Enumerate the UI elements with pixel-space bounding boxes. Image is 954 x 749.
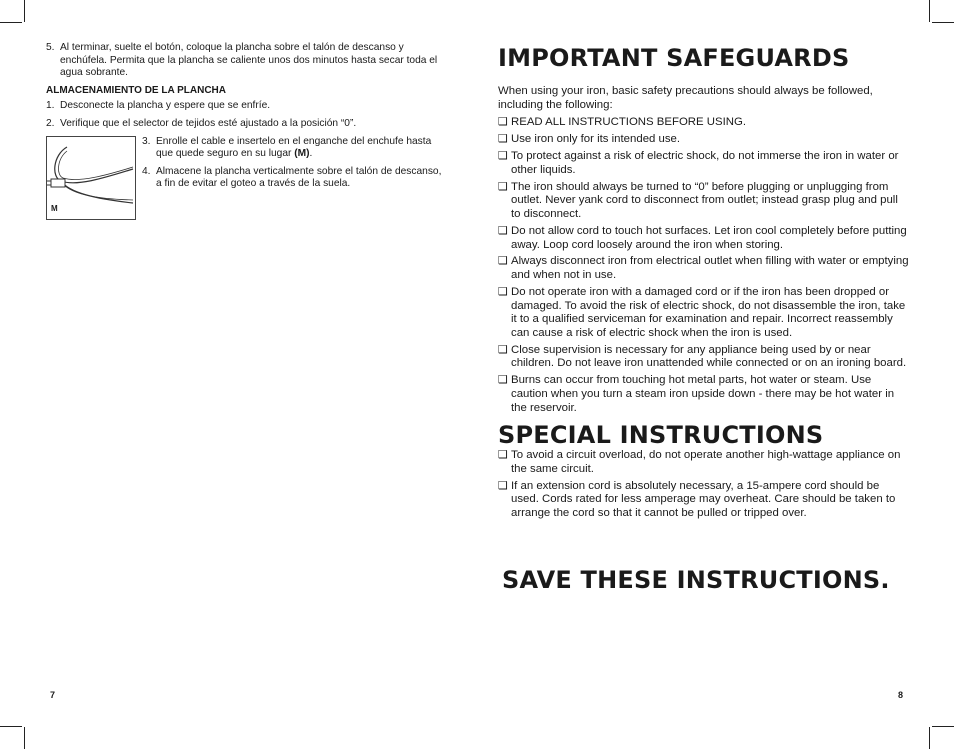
save-instructions-title: SAVE THESE INSTRUCTIONS. <box>502 566 890 594</box>
checkbox-icon: ❑ <box>498 150 508 163</box>
special-instructions-title: SPECIAL INSTRUCTIONS <box>498 421 824 450</box>
figure-label: M <box>51 203 58 213</box>
step-number: 3. <box>142 135 151 147</box>
list-item-text: Always disconnect iron from electrical outlet when filling with water or emptying and when not in use. <box>511 255 909 282</box>
storage-step-4 <box>142 166 442 191</box>
crop-mark <box>24 727 25 749</box>
crop-mark <box>932 726 954 727</box>
list-item-text: Burns can occur from touching hot metal parts, hot water or steam. Use caution when you turn a steam iron upside down - there may be hot water in the reservoir. <box>511 374 895 414</box>
list-item <box>498 150 910 177</box>
list-item-text: Close supervision is necessary for any appliance being used by or near children. Do not leave iron unattended while connected or on an ironing board. <box>511 343 907 370</box>
checkbox-icon: ❑ <box>498 479 508 492</box>
list-item <box>498 344 910 371</box>
checkbox-icon: ❑ <box>498 449 508 462</box>
crop-mark <box>0 726 22 727</box>
list-item-text: READ ALL INSTRUCTIONS BEFORE USING. <box>511 116 747 129</box>
safeguards-list <box>498 116 910 415</box>
crop-mark <box>929 0 930 22</box>
page-number-left: 7 <box>50 690 56 700</box>
important-safeguards-title: IMPORTANT SAFEGUARDS <box>498 44 850 72</box>
checkbox-icon: ❑ <box>498 255 508 268</box>
list-item <box>498 116 910 130</box>
list-item <box>498 181 910 222</box>
list-item-text: If an extension cord is absolutely necessary, a 15-ampere cord should be used. Cords rated for less amperage may overheat. Care should be taken to arrange the cord so that it cannot be pulled or tripped over. <box>511 479 896 519</box>
checkbox-icon: ❑ <box>498 286 508 299</box>
crop-mark <box>932 22 954 23</box>
iron-cord-illustration <box>47 137 135 219</box>
step-text: Verifique que el selector de tejidos esté ajustado a la posición “0”. <box>60 117 357 129</box>
checkbox-icon: ❑ <box>498 116 508 129</box>
storage-heading: ALMACENAMIENTO DE LA PLANCHA <box>46 84 226 96</box>
crop-mark <box>929 727 930 749</box>
storage-step-1 <box>46 100 446 113</box>
list-item-text: Use iron only for its intended use. <box>511 133 681 146</box>
page-number-right: 8 <box>898 690 904 700</box>
list-item <box>498 480 910 521</box>
intro-text: When using your iron, basic safety precautions should always be followed, including the following: <box>498 85 873 111</box>
step-text: Al terminar, suelte el botón, coloque la plancha sobre el talón de descanso y enchúfela. Permita que la plancha se caliente unos dos minutos hasta secar toda el agua sobrante. <box>60 42 438 79</box>
list-item <box>498 255 910 282</box>
step-text <box>156 136 442 161</box>
list-item-text: To avoid a circuit overload, do not operate another high-wattage appliance on the same circuit. <box>511 449 901 475</box>
list-item-text: The iron should always be turned to “0” before plugging or unplugging from outlet. Never yank cord to disconnect from outlet; instead grasp plug and pull to disconnect. <box>511 180 898 220</box>
list-item <box>498 225 910 252</box>
checkbox-icon: ❑ <box>498 374 508 387</box>
instruction-step-5 <box>46 42 446 80</box>
special-instructions-list <box>498 449 910 520</box>
right-page <box>498 44 910 524</box>
crop-mark <box>0 22 22 23</box>
list-item <box>498 449 910 476</box>
list-item <box>498 286 910 340</box>
checkbox-icon: ❑ <box>498 180 508 193</box>
storage-step-2 <box>46 118 446 131</box>
list-item-text: To protect against a risk of electric shock, do not immerse the iron in water or other liquids. <box>511 150 899 176</box>
figure-reference: (M) <box>294 148 310 160</box>
list-item <box>498 374 910 415</box>
storage-step-3 <box>142 136 442 161</box>
step-number: 4. <box>142 165 151 177</box>
list-item-text: Do not allow cord to touch hot surfaces. Let iron cool completely before putting away. Loop cord loosely around the iron when storing. <box>511 224 907 251</box>
figure-row <box>46 136 446 220</box>
list-item <box>498 133 910 147</box>
step-text: Almacene la plancha verticalmente sobre el talón de descanso, a fin de evitar el goteo a través de la suela. <box>156 165 442 190</box>
checkbox-icon: ❑ <box>498 343 508 356</box>
step-text-tail: . <box>309 148 313 160</box>
step-text-main: Enrolle el cable e insertelo en el enganche del enchufe hasta que quede seguro en su lugar <box>156 135 432 160</box>
checkbox-icon: ❑ <box>498 133 508 146</box>
left-page <box>46 42 446 220</box>
crop-mark <box>24 0 25 22</box>
checkbox-icon: ❑ <box>498 224 508 237</box>
figure-text <box>142 136 442 196</box>
step-number: 5. <box>46 42 55 53</box>
step-number: 2. <box>46 117 55 129</box>
cord-storage-figure <box>46 136 136 220</box>
step-number: 1. <box>46 100 55 112</box>
step-text: Desconecte la plancha y espere que se enfríe. <box>60 100 271 112</box>
list-item-text: Do not operate iron with a damaged cord or if the iron has been dropped or damaged. To avoid the risk of electric shock, do not disassemble the iron, take it to a qualified serviceman for examination and repair. Incorrect reassembly can cause a risk of electric shock when the iron is used. <box>511 286 906 339</box>
